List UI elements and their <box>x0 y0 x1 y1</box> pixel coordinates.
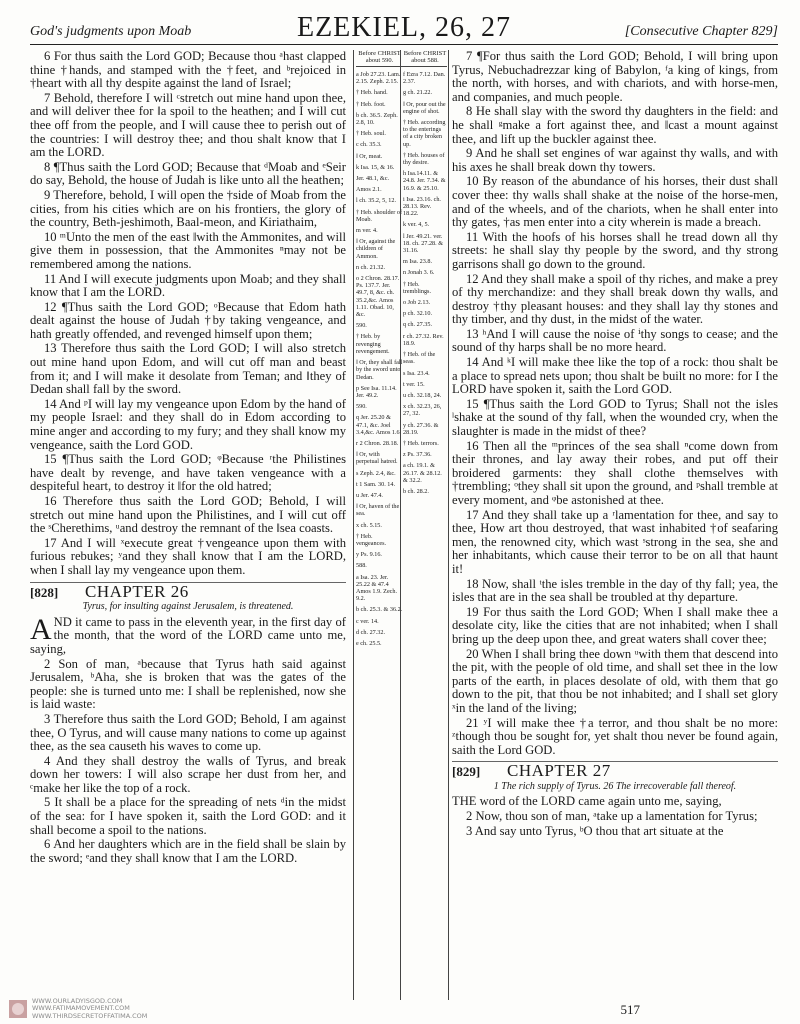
cross-reference: r ch. 27.32. Rev. 18.9. <box>403 332 444 347</box>
cross-reference: c ch. 35.3. <box>356 141 382 149</box>
watermark-line: WWW.OURLADYISGOD.COM <box>32 996 123 1005</box>
verse: 11 With the hoofs of his horses shall he tread down all thy streets: he shall slay thy people by the sword, and thy strong garrisons shall go down to the ground. <box>452 229 778 271</box>
verse: 12 And they shall make a spoil of thy riches, and make a prey of thy merchandize: and they shall break down thy walls, and destroy †thy pleasant houses: and they shall lay thy stones and thy timber, and thy dust, in the midst of the water. <box>452 271 778 327</box>
verse: 15 ¶Thus saith the Lord GOD; ᵠBecause ʳthe Philistines have dealt by revenge, and have taken vengeance with a despiteful heart, to destroy it ‖for the old hatred; <box>30 452 346 494</box>
cross-reference: f Ezra 7.12. Dan. 2.37. <box>403 71 446 86</box>
verse: 2 Son of man, ᵃbecause that Tyrus hath said against Jerusalem, ᵇAha, she is broken that was the gates of the people: she is turned unto me: I shall be replenished, now she is laid waste: <box>30 656 346 712</box>
cross-reference: s Isa. 23.4. <box>403 369 430 377</box>
cross-reference: d ch. 27.32. <box>356 628 386 636</box>
cross-reference: g ch. 21.22. <box>403 89 433 97</box>
cross-reference: x ch. 5.15. <box>356 521 382 529</box>
cross-reference: ‖ Or, haven of the sea. <box>356 503 400 518</box>
cross-reference: 588. <box>356 562 367 570</box>
watermark-logo-icon <box>8 999 28 1019</box>
cross-reference: † Heb. tremblings. <box>403 280 432 295</box>
verse: 2 Now, thou son of man, ᵃtake up a lamentation for Tyrus; <box>466 809 758 824</box>
chapter-27-verses <box>452 795 778 838</box>
cross-reference: b ch. 36.5. Zeph. 2.8, 10. <box>356 111 398 127</box>
cross-reference: ‖ Or, with perpetual hatred. <box>356 451 398 466</box>
reference-era-heading: Before CHRIST about 588. <box>403 50 447 67</box>
cross-reference: b ch. 25.3. & 36.2. <box>356 606 403 614</box>
cross-reference: † Heb. foot. <box>356 100 386 108</box>
verse: 12 ¶Thus saith the Lord GOD; ᵒBecause that Edom hath dealt against the house of Judah †by taking vengeance, and hath greatly offended, and revenged himself upon them; <box>30 299 346 341</box>
cross-reference: c ver. 14. <box>356 617 379 625</box>
cross-reference: † Heb. vengeances. <box>356 532 387 547</box>
cross-reference: s Zeph. 2.4, &c. <box>356 469 396 477</box>
verse: 20 When I shall bring thee down ᵘwith them that descend into the pit, with the people of old time, and shall set thee in the low parts of the earth, in places desolate of old, with them that go down to the pit, that thou be not inhabited; and I shall set glory ˣin the land of the living; <box>452 646 778 715</box>
cross-reference: k Isa. 15, & 16. <box>356 163 395 171</box>
reference-column-right <box>400 50 449 1000</box>
verse: 10 ᵐUnto the men of the east ‖with the Ammonites, and will give them in possession, that the Ammonites ⁿmay not be remembered among the nations. <box>30 229 346 271</box>
cross-reference: q Jer. 25.20 & 47.1, &c. Joel 3.4,&c. Amos 1.6. <box>356 414 402 436</box>
verse: 6 And her daughters which are in the field shall be slain by the sword; ᵉand they shall know that I am the LORD. <box>30 837 346 865</box>
reference-column-left <box>353 50 403 1000</box>
cross-reference: n ch. 21.32. <box>356 263 386 271</box>
chapter-26-consecutive-number: [828] <box>30 584 59 600</box>
cross-reference: o 2 Chron. 28.17. Ps. 137.7. Jer. 49.7, 8, &c. ch. 35.2,&c. Amos 1.11. Obad. 10, &c. <box>356 275 400 319</box>
verse: 10 By reason of the abundance of his horses, their dust shall cover thee: thy walls shall shake at the noise of the horse-men, and of the wheels, and of the chariots, when he shall enter into thy gates, †as men enter into a city wherein is made a breach. <box>452 174 778 230</box>
verse-text: ND it came to pass in the eleventh year, in the first day of the month, that the word of the LORD came unto me, saying, <box>30 614 346 656</box>
verse: 17 And they shall take up a ʳlamentation for thee, and say to thee, How art thou destroyed, that wast inhabited †of seafaring men, the renowned city, which wast ˢstrong in the sea, she and her inhabitants, which cause their terror to be on all that haunt it! <box>452 507 778 576</box>
cross-reference: t 1 Sam. 30. 14. <box>356 480 396 488</box>
chapter-26-verses <box>30 612 346 866</box>
page-number: 517 <box>620 1002 640 1017</box>
verse: 16 Therefore thus saith the Lord GOD; Behold, I will stretch out mine hand upon the Philistines, and I will cut off the ˢCherethims, ᵘand destroy the remnant of the ‖sea coasts. <box>30 494 346 536</box>
verse: 3 And say unto Tyrus, ᵇO thou that art situate at the <box>466 823 724 838</box>
cross-reference: p See Isa. 11.14. Jer. 49.2. <box>356 384 397 399</box>
verse: 11 And I will execute judgments upon Moab; and they shall know that I am the LORD. <box>30 271 346 300</box>
cross-reference: x ch. 32.23, 26, 27, 32. <box>403 403 442 418</box>
cross-reference: b ch. 28.2. <box>403 487 429 495</box>
cross-reference: y ch. 27.36. & 28.19. <box>403 421 439 436</box>
cross-reference: † Heb. of the seas. <box>403 351 436 366</box>
chapter-27-consecutive-number: [829] <box>452 764 481 780</box>
verse: 13 Therefore thus saith the Lord GOD; I will also stretch out mine hand upon Edom, and will cut off man and beast from it; and I will make it desolate from Teman; and ‖they of Dedan shall fall by the sword. <box>30 341 346 397</box>
cross-reference: † Heb. hand. <box>356 89 388 97</box>
cross-reference: n Jonah 3. 6. <box>403 269 435 277</box>
cross-reference: 590. <box>356 322 367 330</box>
verse: THE word of the LORD came again unto me, saying, <box>452 794 722 809</box>
right-text-column <box>452 50 778 1000</box>
chapter-26-title: CHAPTER 26 <box>85 581 189 601</box>
page-header <box>30 12 778 45</box>
cross-reference: z Ps. 37.36. <box>403 451 432 459</box>
cross-reference: r 2 Chron. 28.18. <box>356 439 399 447</box>
cross-reference: ‖ Or, they shall fall by the sword unto Dedan. <box>356 359 403 381</box>
chapter-27-summary: 1 The rich supply of Tyrus. 26 The irrecoverable fall thereof. <box>493 780 737 792</box>
cross-reference: p ch. 32.10. <box>403 310 433 318</box>
verse: 4 And they shall destroy the walls of Tyrus, and break down her towers: I will also scrape her dust from her, and ᶜmake her like the top of a rock. <box>30 753 346 795</box>
verse: 7 Behold, therefore I will ᶜstretch out mine hand upon thee, and will deliver thee for ‖a spoil to the heathen; and I will cut thee off from the people, and I will cause thee to perish out of the countries: I will destroy thee; and thou shalt know that I am the LORD. <box>30 90 346 160</box>
verse: 17 And I will ˣexecute great †vengeance upon them with furious rebukes; ʸand they shall know that I am the LORD, when I shall lay my vengeance upon them. <box>30 535 346 577</box>
verse: 9 Therefore, behold, I will open the †side of Moab from the cities, from his cities which are on his frontiers, the glory of the country, Beth-jeshimoth, Baal-meon, and Kiriathaim, <box>30 187 346 230</box>
verse: 16 Then all the ᵐprinces of the sea shall ⁿcome down from their thrones, and lay away their robes, and put off their broidered garments: they shall clothe themselves with †trembling; ᵒthey shall sit upon the ground, and ᵖshall tremble at every moment, and ᵠbe astonished at thee. <box>452 438 778 507</box>
chapter-27-heading <box>452 761 778 793</box>
cross-reference: † Heb. by revenging revengement. <box>356 333 390 355</box>
cross-reference: † Heb. soul. <box>356 130 386 138</box>
cross-reference: k ver. 4, 5. <box>403 221 430 229</box>
cross-reference: y Ps. 9.16. <box>356 551 382 559</box>
cross-reference: i Isa. 23.16. ch. 28.13. Rev. 18.22. <box>403 195 441 218</box>
cross-reference: † Heb. houses of thy desire. <box>403 151 445 167</box>
reference-era-heading: Before CHRIST about 590. <box>356 50 403 67</box>
header-left-title: God's judgments upon Moab <box>30 24 192 39</box>
cross-reference: a ch. 19.1. & 26.17. & 28.12. & 32.2. <box>403 462 442 484</box>
cross-reference: 590. <box>356 403 367 411</box>
drop-cap: A <box>30 612 52 646</box>
cross-reference: † Heb. terrors. <box>403 439 439 447</box>
verse: 5 It shall be a place for the spreading of nets ᵈin the midst of the sea: for I have spoken it, saith the Lord GOD: and it shall become a spoil to the nations. <box>30 795 346 837</box>
cross-reference: a Job 27.23. Lam. 2.15. Zeph. 2.15. <box>356 71 401 86</box>
chapter-26-summary: Tyrus, for insulting against Jerusalem, is threatened. <box>82 601 294 613</box>
chapter-27-title: CHAPTER 27 <box>507 761 611 781</box>
chapter-26-heading <box>30 582 346 614</box>
cross-reference: l ch. 35.2, 5, 12. <box>356 197 397 205</box>
cross-reference: h Isa.14.11. & 24.8. Jer. 7.34. & 16.9. & 25.10. <box>403 170 446 192</box>
cross-reference: † Heb. according to the enterings of a city broken up. <box>403 119 446 148</box>
cross-reference: ‖ Or, pour out the engine of shot. <box>403 100 446 115</box>
cross-reference: ‖ Or, meat. <box>356 152 383 160</box>
verse: 14 And ᵖI will lay my vengeance upon Edom by the hand of my people Israel: and they shall do in Edom according to mine anger and according to my fury; and they shall know my vengeance, saith the Lord GOD. <box>30 396 346 452</box>
header-book-chapter: EZEKIEL, 26, 27 <box>296 12 512 43</box>
cross-reference: † Heb. shoulder of Moab. <box>356 208 403 223</box>
verse: 19 For thus saith the Lord GOD; When I shall make thee a desolate city, like the cities that are not inhabited; when I shall bring up the deep upon thee, and great waters shall cover thee; <box>452 604 778 646</box>
verse: 6 For thus saith the Lord GOD; Because thou ᵃhast clapped thine †hands, and stamped with the †feet, and ᵇrejoiced in †heart with all thy despite against the land of Israel; <box>30 50 346 91</box>
cross-reference: m Isa. 23.8. <box>403 258 433 266</box>
cross-reference: Jer. 48.1, &c. <box>356 175 389 183</box>
cross-reference: q ch. 27.35. <box>403 321 433 329</box>
chapter-26-verses-continued <box>452 50 778 757</box>
verse <box>30 612 346 657</box>
left-text-column <box>30 50 346 1000</box>
cross-reference: m ver. 4. <box>356 227 378 235</box>
watermark-line: WWW.FATIMAMOVEMENT.COM <box>32 1004 130 1012</box>
cross-reference: ‖ Or, against the children of Ammon. <box>356 238 396 260</box>
cross-reference: a Isa. 23. Jer. 25.22 & 47.4 Amos 1.9. Zech. 9.2. <box>356 573 398 603</box>
verse: 15 ¶Thus saith the Lord GOD to Tyrus; Shall not the isles ˡshake at the sound of thy fall, when the wounded cry, when the slaughter is made in the midst of thee? <box>452 396 778 439</box>
cross-reference: u Jer. 47.4. <box>356 491 383 499</box>
cross-reference: u ch. 32.18, 24. <box>403 391 442 399</box>
verse: 14 And ᵏI will make thee like the top of a rock: thou shalt be a place to spread nets upon; thou shalt be built no more: for I the LORD have spoken it, saith the Lord GOD. <box>452 355 778 397</box>
cross-reference: o Job 2.13. <box>403 299 431 307</box>
cross-reference: Amos 2.1. <box>356 186 382 194</box>
cross-reference: t ver. 15. <box>403 380 425 388</box>
chapter-25-verses <box>30 50 346 578</box>
verse: 8 ¶Thus saith the Lord GOD; Because that ᵈMoab and ᵉSeir do say, Behold, the house of Judah is like unto all the heathen; <box>30 159 346 188</box>
watermark-line: WWW.THIRDSECRETOFFATIMA.COM <box>32 1011 148 1020</box>
watermark <box>8 998 147 1021</box>
verse: 18 Now, shall ᵗthe isles tremble in the day of thy fall; yea, the isles that are in the sea shall be troubled at thy departure. <box>452 576 778 605</box>
header-consecutive-chapter: [Consecutive Chapter 829] <box>624 24 778 39</box>
cross-reference: e ch. 25.5. <box>356 639 382 647</box>
verse: 3 Therefore thus saith the Lord GOD; Behold, I am against thee, O Tyrus, and will cause many nations to come up against thee, as the sea causeth his waves to come up. <box>30 711 346 754</box>
verse: 9 And he shall set engines of war against thy walls, and with his axes he shall break down thy towers. <box>452 146 778 174</box>
verse: 7 ¶For thus saith the Lord GOD; Behold, I will bring upon Tyrus, Nebuchadrezzar king of Babylon, ᶠa king of kings, from the north, with horses, and with chariots, and with horse-men, and companies, and much people. <box>452 50 778 104</box>
verse: 13 ʰAnd I will cause the noise of ⁱthy songs to cease; and the sound of thy harps shall be no more heard. <box>452 326 778 355</box>
verse: 21 ʸI will make thee †a terror, and thou shalt be no more: ᶻthough thou be sought for, yet shalt thou never be found again, saith the Lord GOD. <box>452 715 778 757</box>
cross-reference: l Jer. 49.21. ver. 18. ch. 27.28. & 31.16. <box>403 232 444 255</box>
verse: 8 He shall slay with the sword thy daughters in the field: and he shall ᵍmake a fort against thee, and ‖cast a mount against thee, and lift up the buckler against thee. <box>452 104 778 146</box>
